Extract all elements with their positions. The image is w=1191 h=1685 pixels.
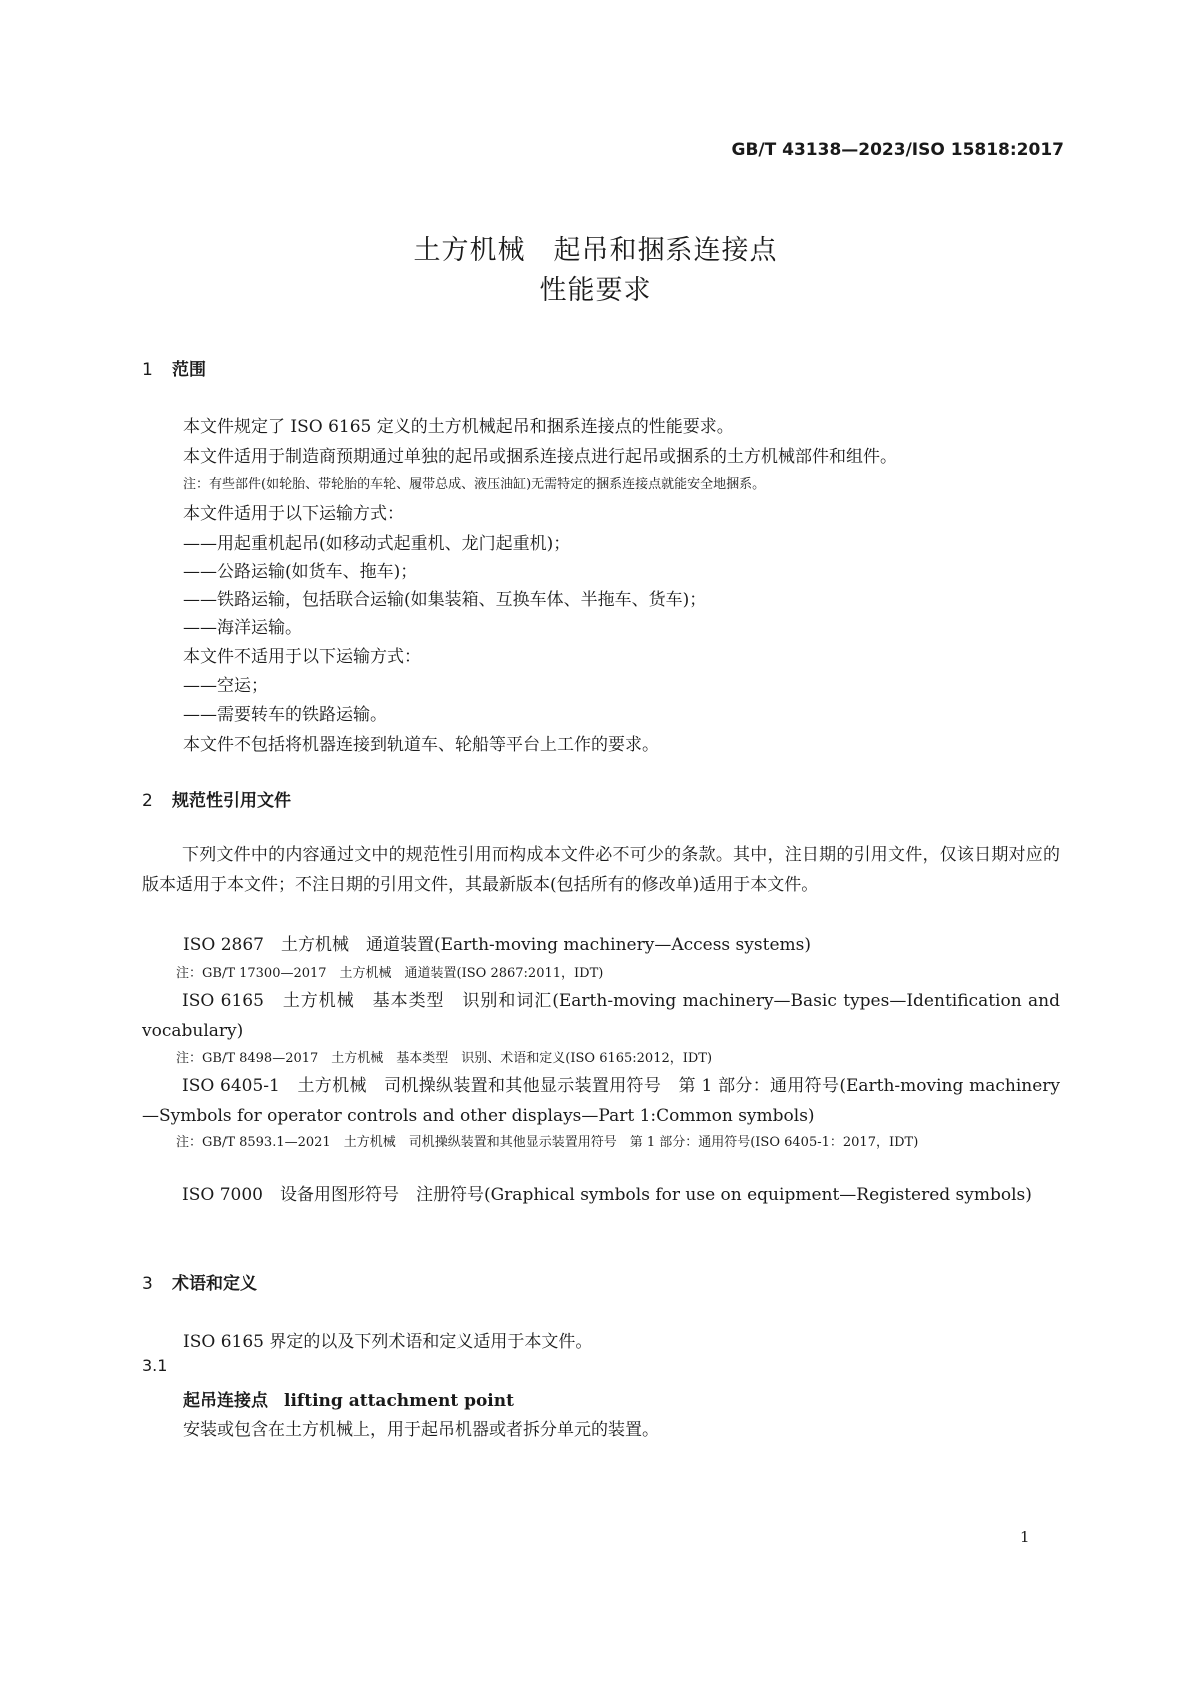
reference-note: 注：GB/T 8498—2017 土方机械 基本类型 识别、术语和定义(ISO 6165:2012，IDT) <box>176 1051 713 1066</box>
not-applies-intro: 本文件不适用于以下运输方式： <box>183 647 421 667</box>
normative-intro: 下列文件中的内容通过文中的规范性引用而构成本文件必不可少的条款。其中，注日期的引用文件，仅该日期对应的版本适用于本文件；不注日期的引用文件，其最新版本(包括所有的修改单)适用于本文件。 <box>142 845 1060 895</box>
reference-note: 注：GB/T 8593.1—2021 土方机械 司机操纵装置和其他显示装置用符号 第 1 部分：通用符号(ISO 6405-1：2017，IDT) <box>176 1135 919 1150</box>
section-number: 2 <box>142 791 153 811</box>
exclusion-paragraph: 本文件不包括将机器连接到轨道车、轮船等平台上工作的要求。 <box>183 735 659 755</box>
scope-note: 注：有些部件(如轮胎、带轮胎的车轮、履带总成、液压油缸)无需特定的捆系连接点就能安全地捆系。 <box>183 477 766 492</box>
document-title-line1: 土方机械 起吊和捆系连接点 <box>413 235 778 266</box>
term-chinese: 起吊连接点 <box>183 1391 268 1411</box>
list-item: ——铁路运输，包括联合运输(如集装箱、互换车体、半拖车、货车)； <box>183 590 707 610</box>
reference-item: ISO 6165 土方机械 基本类型 识别和词汇(Earth-moving machinery—Basic types—Identification and vocabulary) <box>142 991 1060 1041</box>
term-entry-number: 3.1 <box>142 1356 168 1375</box>
list-item: ——公路运输(如货车、拖车)； <box>183 562 418 582</box>
term-heading <box>183 1386 514 1411</box>
terms-intro: ISO 6165 界定的以及下列术语和定义适用于本文件。 <box>183 1332 593 1352</box>
reference-item: ISO 2867 土方机械 通道装置(Earth-moving machinery—Access systems) <box>183 935 811 955</box>
section-title: 术语和定义 <box>172 1274 257 1294</box>
applies-intro: 本文件适用于以下运输方式： <box>183 504 404 524</box>
section-title: 范围 <box>172 360 206 380</box>
list-item: ——需要转车的铁路运输。 <box>183 705 387 725</box>
section-3-heading <box>142 1269 257 1294</box>
scope-paragraph: 本文件适用于制造商预期通过单独的起吊或捆系连接点进行起吊或捆系的土方机械部件和组件。 <box>183 447 897 467</box>
section-2-heading <box>142 786 291 811</box>
section-title: 规范性引用文件 <box>172 791 291 811</box>
section-number: 3 <box>142 1274 153 1294</box>
term-english: lifting attachment point <box>284 1391 514 1411</box>
reference-item: ISO 7000 设备用图形符号 注册符号(Graphical symbols for use on equipment—Registered symbols) <box>182 1185 1032 1205</box>
term-definition: 安装或包含在土方机械上，用于起吊机器或者拆分单元的装置。 <box>183 1420 659 1440</box>
scope-paragraph: 本文件规定了 ISO 6165 定义的土方机械起吊和捆系连接点的性能要求。 <box>183 417 734 437</box>
list-item: ——用起重机起吊(如移动式起重机、龙门起重机)； <box>183 534 571 554</box>
document-title-line2: 性能要求 <box>539 275 652 306</box>
list-item: ——海洋运输。 <box>183 618 302 638</box>
section-number: 1 <box>142 360 153 380</box>
reference-note: 注：GB/T 17300—2017 土方机械 通道装置(ISO 2867:2011，IDT) <box>176 966 604 981</box>
reference-item: ISO 6405-1 土方机械 司机操纵装置和其他显示装置用符号 第 1 部分：通用符号(Earth-moving machinery—Symbols for operator controls and other displays—Part 1:Common symbols) <box>142 1076 1060 1126</box>
list-item: ——空运； <box>183 676 268 696</box>
section-1-heading <box>142 355 206 380</box>
page-number: 1 <box>1020 1528 1030 1546</box>
standard-code: GB/T 43138—2023/ISO 15818:2017 <box>731 140 1064 160</box>
